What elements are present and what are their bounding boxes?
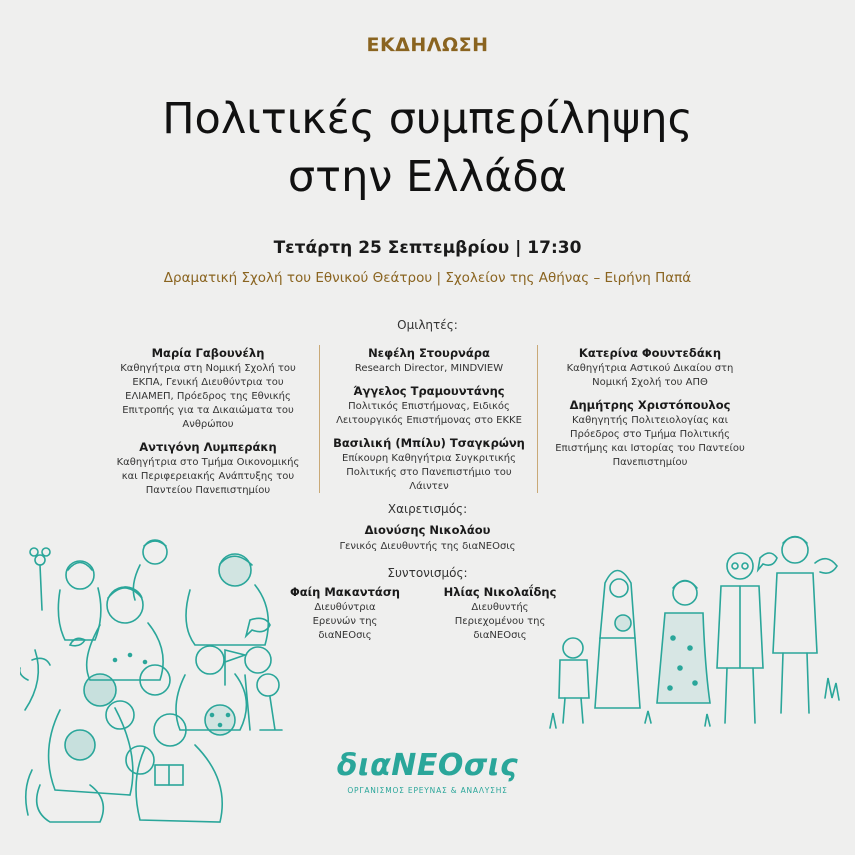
speaker-name: Δημήτρης Χριστόπουλος: [569, 398, 731, 412]
speaker: [108, 345, 308, 432]
moderator: [275, 584, 415, 643]
crowd-illustration: [20, 530, 285, 830]
speaker-role: Καθηγήτρια στο Τμήμα Οικονομικής και Περιφερειακής Ανάπτυξης του Παντείου Πανεπιστημίου: [116, 457, 300, 496]
speaker-name: Άγγελος Τραμουντάνης: [353, 384, 505, 398]
speaker: [326, 435, 532, 494]
speakers-column-2: [326, 345, 532, 501]
title-line-2: στην Ελλάδα: [287, 152, 568, 202]
title-line-1: Πολιτικές συμπερίληψης: [162, 94, 693, 144]
speakers-column-3: [550, 345, 750, 477]
moderator-name: Ηλίας Νικολαΐδης: [443, 585, 557, 599]
family-illustration: [545, 528, 845, 738]
speaker-role: Επίκουρη Καθηγήτρια Συγκριτικής Πολιτικής στο Πανεπιστήμιο του Λάιντεν: [342, 453, 516, 492]
greeting-name: Διονύσης Νικολάου: [364, 523, 491, 537]
event-label: ΕΚΔΗΛΩΣΗ: [366, 34, 489, 56]
speaker-role: Research Director, MINDVIEW: [354, 363, 504, 374]
speakers-column-1: [108, 345, 308, 505]
event-date: Τετάρτη 25 Σεπτεμβρίου | 17:30: [273, 238, 582, 258]
speaker-name: Βασιλική (Μπίλυ) Τσαγκρώνη: [333, 436, 525, 450]
greeting-label: Χαιρετισμός:: [387, 502, 468, 516]
event-title: [0, 90, 855, 206]
speaker-role: Πολιτικός Επιστήμονας, Ειδικός Λειτουργικός Επιστήμονας στο ΕΚΚΕ: [336, 401, 522, 426]
dianeosis-logo: διαΝΕΟσις: [336, 748, 519, 783]
speaker-role: Καθηγητής Πολιτειολογίας και Πρόεδρος στο Τμήμα Πολιτικής Επιστήμης και Ιστορίας του Παντείου Πανεπιστημίου: [555, 415, 745, 468]
greeting-role: Γενικός Διευθυντής της διαΝΕΟσις: [339, 541, 516, 552]
speaker-role: Καθηγήτρια Αστικού Δικαίου στη Νομική Σχολή του ΑΠΘ: [566, 363, 734, 388]
column-divider: [319, 345, 320, 493]
speaker: [108, 439, 308, 498]
speaker-name: Αντιγόνη Λυμπεράκη: [139, 440, 277, 454]
moderator-role: Διευθύντρια Ερευνών της διαΝΕΟσις: [312, 602, 378, 641]
column-divider: [537, 345, 538, 493]
speaker-name: Μαρία Γαβουνέλη: [151, 346, 265, 360]
speakers-label: Ομιλητές:: [397, 318, 458, 332]
moderator-role: Διευθυντής Περιεχομένου της διαΝΕΟσις: [454, 602, 546, 641]
speaker: [326, 383, 532, 428]
dianeosis-tagline: ΟΡΓΑΝΙΣΜΟΣ ΕΡΕΥΝΑΣ & ΑΝΑΛΥΣΗΣ: [347, 786, 508, 795]
moderator-name: Φαίη Μακαντάση: [290, 585, 400, 599]
event-venue: Δραματική Σχολή του Εθνικού Θεάτρου | Σχολείον της Αθήνας – Ειρήνη Παπά: [163, 270, 692, 286]
speaker: [326, 345, 532, 376]
speaker: [550, 397, 750, 470]
speaker: [550, 345, 750, 390]
speaker-name: Νεφέλη Στουρνάρα: [368, 346, 490, 360]
speaker-role: Καθηγήτρια στη Νομική Σχολή του ΕΚΠΑ, Γενική Διευθύντρια του ΕΛΙΑΜΕΠ, Πρόεδρος της Εθνικής Επιτροπής για τα Δικαιώματα του Ανθρώπου: [120, 363, 296, 430]
speaker-name: Κατερίνα Φουντεδάκη: [578, 346, 722, 360]
moderators-label: Συντονισμός:: [387, 566, 468, 580]
